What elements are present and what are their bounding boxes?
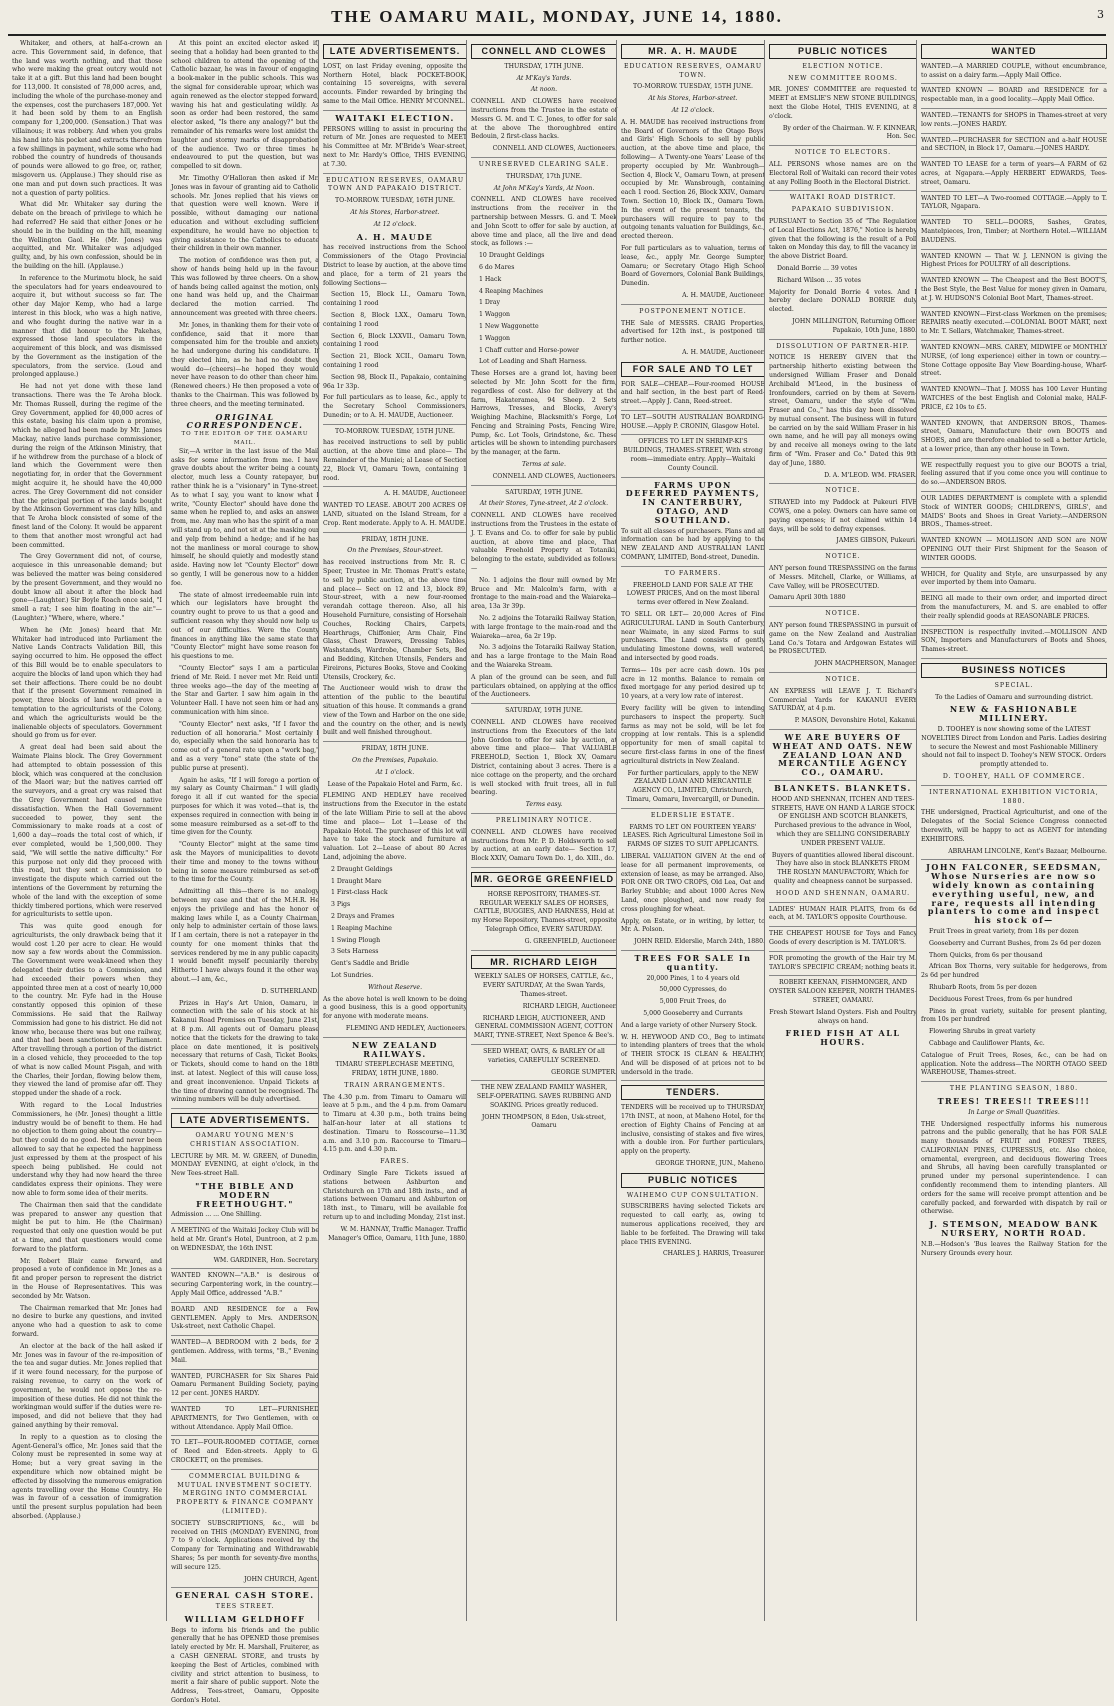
notice-to-electors: ALL PERSONS whose names are on the Electoral Roll of Waitaki can record their votes at any Polling Booth in the Electoral District. bbox=[769, 161, 917, 191]
to-sell-or-let: TO SELL OR LET— 20,000 Acres of Fine AGRICULTURAL LAND in South Canterbury, near Waimate, in any sized Farms to suit purchasers. The Land consists of gently undulating limestone downs, well watered, and intersected by good roads. bbox=[621, 611, 765, 663]
election-notice-heading: ELECTION NOTICE. bbox=[802, 62, 884, 70]
wanted-ad: WHICH, for Quality and Style, are unsurpassed by any ever imported by them into Oamaru. bbox=[921, 571, 1107, 593]
wanted-carpentering: WANTED KNOWN—"A.B." is desirous of securing Carpentering work, in the country.—Apply Mail Office, addressed "A.B." bbox=[171, 1272, 319, 1302]
maude-high-school-lease: A. H. MAUDE has received instructions from the Board of Governors of the Otago Boys' and Girls' High Schools to sell by public auction, at the above time and place, the following— A Twenty-one Years' Lease of the property occupied by Mr. Wanbrough— Section 4, Block V., Oamaru Town, at present occupied by Mr. Wansbrough, containing each 1 rood. Section 26, Block XXIV., Oamaru Town. Section 10, Block IX., Oamaru Town. In the event of the present tenants, the purchasers will require to pay to the outgoing tenants valuation for Buildings, &c., erected thereon. bbox=[621, 118, 765, 241]
leigh-commission-agent: RICHARD LEIGH, AUCTIONEER, AND GENERAL COMMISSION AGENT, COTTON MART, TYNE-STREET, Next Spence & Bee's. bbox=[471, 1015, 617, 1045]
article-paragraph: He had not yet done with these land transactions. There was the Te Aroha block. Mr. Thomas Russell, during the regime of the Grey Government, applied for 40,000 acres of this estate, basing his claim upon a promise, which he alleged had been made by Mr. James Mackay, native lands purchase commissioner, during the reign of the Atkinson Ministry, that if he withdrew from the purchase of a block of land which the Government were then negotiating for, in order that the Government might acquire it, he should have the 40,000 acres. The Grey Government did not consider that the principal portion of the lands bought by the Atkinson Government was clay hills, and that Te Aroha block consisted of some of the finest land of the Colony. It would be apparent to them that another most wrongful act had been committed. bbox=[12, 383, 162, 549]
stour-premises: On the Premises, Stour-street. bbox=[347, 547, 443, 555]
education-reserves-heading-2: EDUCATION RESERVES, OAMARU TOWN. bbox=[623, 62, 763, 79]
lot-item: No. 2 adjoins the Totaraiki Railway Station, with large frontage to the main-road and the Waiareka—area, 6a 2r 19p. bbox=[471, 615, 617, 640]
for-sale-heading: FOR SALE AND TO LET bbox=[621, 362, 765, 377]
wanted-ad: WANTED.—PURCHASER for SECTION and a-half HOUSE and SECTION, in Block 17, Oamaru.—JONES HARDY. bbox=[921, 137, 1107, 159]
fares-heading: FARES. bbox=[380, 1158, 410, 1166]
keenan-body: Fresh Stewart Island Oysters. Fish and Poultry always on hand. bbox=[769, 1008, 917, 1025]
stock-item: 2 Draught Geldings bbox=[331, 865, 393, 873]
masthead bbox=[0, 0, 1114, 34]
nz-loan-particulars: For further particulars, apply to the NEW ZEALAND LOAN AND MERCANTILE AGENCY CO., LIMITED, Christchurch, Timaru, Oamaru, Invercargill, or Dunedin. bbox=[621, 770, 765, 809]
article-paragraph: In reference to the Murimotu block, he said the speculators had for years endeavoured to acquire it, but without success so far. The other day Major Kemp, who had a large interest in this block, who was a high native, and who fought during the native war in a manner that did honour to the Pakehas, expressed those land speculators in the acquirement of this block, and was dismissed by the Government as the instigation of the speculators, from the service. (Loud and prolonged applause.) bbox=[12, 274, 162, 379]
wanted-ad: WANTED KNOWN—That J. MOSS has 100 Lever Hunting WATCHES of the best English and Colonial make, HALF-PRICE, £2 10s to £5. bbox=[921, 386, 1107, 416]
cc-terms-2: Terms easy. bbox=[471, 801, 617, 814]
boarding-house-ad: TO LET—SOUTH AUSTRALIAN BOARDING-HOUSE.—Apply P. CRONIN, Glasgow Hotel. bbox=[621, 414, 765, 436]
letter-paragraph: Admitting all this—there is no analogy between my case and that of the M.H.R. He enjoys the privilege and has the honor of making laws while I, as a County Chairman, only help to administer certain of those laws. If I am certain, there is not a ratepayer in the county for one moment thinks that the services rendered by me in any public capacity I would benefit myself pecuniarily thereby. Hitherto I have always found it the other way about.—I am, &c., bbox=[171, 888, 319, 984]
trespass-notice-1: ANY person found TRESPASSING on the farms of Messrs. Mitchell, Clarke, or Williams, at Cave Valley, will be PROSECUTED. bbox=[769, 565, 917, 590]
strayed-signature: JAMES GIBSON, Pukeuri. bbox=[769, 537, 917, 550]
board-residence-ad: BOARD AND RESIDENCE for a Few GENTLEMEN. Apply to Mrs. ANDERSON, Usk-street, next Catholic Chapel. bbox=[171, 1306, 319, 1336]
tree-item: 50,000 Cypresses, do bbox=[659, 986, 727, 994]
letter-paragraph: "County Elector" says I am a particular friend of Mr. Reid. I never met Mr. Reid until three weeks ago—the day of the meeting at the Star and Garter. I saw him again in the Volunteer Hall. I have not seen him or had any communication with him since. bbox=[171, 664, 319, 716]
public-notices-heading: PUBLIC NOTICES bbox=[769, 44, 917, 59]
wanted-ad: WANTED KNOWN — MOLLISON AND SON are NOW OPENING OUT their First Shipment for the Season of WINTER GOODS. bbox=[921, 537, 1107, 567]
freehold-land-heading: FREEHOLD LAND FOR SALE AT THE LOWEST PRICES, And on the most liberal terms ever offered in New Zealand. bbox=[626, 581, 760, 607]
dissolution-signature: D. A. M'LEOD. WM. FRASER. bbox=[769, 472, 917, 485]
masthead-title: THE OAMARU MAIL, MONDAY, JUNE 14, 1880. bbox=[331, 7, 783, 26]
friday-date-2: FRIDAY, 18TH JUNE. bbox=[361, 745, 429, 753]
wanted-ad: WANTED KNOWN — That W. J. LENNON is giving the Highest Prices for POULTRY of all descriptions. bbox=[921, 253, 1107, 275]
maude-heading: MR. A. H. MAUDE bbox=[621, 44, 765, 59]
planting-season-heading: THE PLANTING SEASON, 1880. bbox=[949, 1085, 1079, 1093]
stemson-notice: THE Undersigned respectfully informs his numerous patrons and the public generally, that he has FOR SALE many thousands of FRUIT and FOREST TREES, CALIFORNIAN PINES, CUPRESSUS, etc. Also choice, ornamental, evergreen, and deciduous flowering Trees and Shrubs, all having been carefully transplanted or pruned under my personal superintendence. I can confidently recommend them to intending planters. All orders for the same will receive prompt attention and be carefully packed, and forwarded with dispatch by rail or otherwise. bbox=[921, 1120, 1107, 1216]
commercial-building-heading: COMMERCIAL BUILDING & MUTUAL INVESTMENT SOCIETY. MERGING INTO COMMERCIAL PROPERTY & FINANCE COMPANY (LIMITED). bbox=[176, 1472, 314, 1515]
international-exhibition-heading: INTERNATIONAL EXHIBITION VICTORIA, 1880. bbox=[929, 788, 1099, 805]
fried-fish-ad: FRIED FISH AT ALL HOURS. bbox=[785, 1028, 901, 1048]
stock-item: 1 New Waggonette bbox=[479, 322, 539, 330]
waihemo-cup-notice: SUBSCRIBERS having selected Tickets are requested to call early, as, owing to numerous applications received, they are liable to be forfeited. The Drawing will take place THIS EVENING. bbox=[621, 1203, 765, 1246]
wanted-ad: WANTED KNOWN — BOARD and RESIDENCE for a respectable man, in a good locality.—Apply Mail Office. bbox=[921, 87, 1107, 109]
late-ads-heading: LATE ADVERTISEMENTS. bbox=[171, 1113, 319, 1128]
article-paragraph: What did Mr. Whitaker say during the debate on the breach of privilege to which he had referred? He said that either Jones or he should be in the building on the hill, meaning the Wellington Gaol. He (Mr. Jones) was acquitted, and Mr. Whitaker was adjudged guilty, and, by his own confession, should be in the building on the hill. (Applause.) bbox=[12, 201, 162, 270]
geldhoff-notice: Begs to inform his friends and the public generally that he has OPENED those premises lately erected by Mr. H. Marshall, Fruiterer, as a CASH GENERAL STORE, and trusts by keeping the Best of Articles, combined with civility and strict attention to business, to merit a fair share of public support. Note the Address, Tees-street, Oamaru, Opposite Gordon's Hotel. bbox=[171, 1626, 319, 1705]
poll-results bbox=[769, 265, 917, 286]
furnished-apartments-ad: WANTED TO LET—FURNISHED APARTMENTS, for Two Gentlemen, with or without Attendance. Apply Mail Office. bbox=[171, 1406, 319, 1436]
article-paragraph: An elector at the back of the hall asked if Mr. Jones was in favour of the re-imposition of the tea and sugar duties. Mr. Jones replied that if it were found necessary, for the purpose of raising revenue, to carry on the work of government, he would not oppose the re-imposition of these duties. He did not think the workingman would suffer if the duties were re-imposed, and did not believe that they had gained anything by their removal. bbox=[12, 1342, 162, 1429]
heywood-notice: W. H. HEYWOOD AND CO., Beg to intimate to intending planters of trees that the whole of THEIR STOCK IS CLEAN & HEALTHY, And will be disposed of at prices not to be undersold in the trade. bbox=[621, 1034, 765, 1082]
leigh-heading: MR. RICHARD LEIGH bbox=[471, 955, 617, 970]
trespass-date: Oamaru April 30th 1880 bbox=[769, 594, 917, 607]
stock-item: 1 Reaping Machine bbox=[331, 924, 392, 932]
maude-time: At 12 o'clock. bbox=[671, 106, 715, 114]
wanted-ad: WE respectfully request you to give our BOOTS a trial, feeling assured that if you come once you will continue to do so.—ANDERSON BROS. bbox=[921, 462, 1107, 492]
millinery-heading: NEW & FASHIONABLE MILLINERY. bbox=[949, 704, 1079, 724]
stock-item: 10 Draught Geldings bbox=[479, 252, 545, 260]
land-terms-facility: Every facility will be given to intending purchasers to inspect the property. Such farms as may not be sold, will be let for cropping at low rentals. This is a splendid opportunity for men of small capital to secure first-class farms in one of the finest agricultural districts in New Zealand. bbox=[621, 705, 765, 765]
stock-item: 3 Pigs bbox=[331, 901, 351, 909]
land-terms: Terms— 10s per acre cash down. 10s per acre in 12 months. Balance to remain on fixed mortgage for any period desired up to 10 years, at a very low rate of interest. bbox=[621, 666, 765, 701]
correspondence-subheading: TO THE EDITOR OF THE OAMARU MAIL. bbox=[181, 431, 309, 447]
tree-item: 20,000 Pines, 1 to 4 years old bbox=[646, 974, 740, 982]
maude-lease-terms: For full particulars as to valuation, terms of lease, &c., apply Mr. George Sumpter, Oamaru; or Secretary Otago High School Board of Governors, Colonial Bank Buildings, Dunedin. bbox=[621, 244, 765, 288]
trees-for-sale-heading: TREES FOR SALE In quantity. bbox=[634, 952, 752, 972]
column-4 bbox=[466, 40, 617, 1621]
falconer-list bbox=[921, 928, 1107, 1049]
wanted-ad: WANTED KNOWN—First-class Workmen on the premises; REPAIRS neatly executed.—COLONIAL BOOT MART, next to Mr. T. Sellars, Watchmaker, Thames-street. bbox=[921, 311, 1107, 341]
general-cash-store-heading: GENERAL CASH STORE. bbox=[175, 1590, 315, 1601]
leigh-weekly-sales: WEEKLY SALES OF HORSES, CATTLE, &c., EVERY SATURDAY, At the Swan Yards, Thames-street. bbox=[474, 973, 614, 998]
falconer-item: Gooseberry and Currant Bushes, from 2s 6d per dozen bbox=[929, 939, 1101, 947]
tenders-heading: TENDERS. bbox=[621, 1085, 765, 1100]
cc-bedouin-sale: CONNELL AND CLOWES have received instructions from the Trustee in the estate of Messrs G. M. and T. C. Jones, to offer for sale at the above The thoroughbred entire Bedouin, 2 first-class hacks. bbox=[471, 98, 617, 141]
notice-heading-2: NOTICE. bbox=[825, 553, 861, 561]
education-reserves-heading: EDUCATION RESERVES, OAMARU TOWN AND PAPAKAIO DISTRICT. bbox=[325, 176, 465, 193]
public-notices-heading-2: PUBLIC NOTICES bbox=[621, 1173, 765, 1188]
column-5 bbox=[616, 40, 765, 1621]
greenfield-notice: HORSE REPOSITORY, THAMES-ST. REGULAR WEEKLY SALES OF HORSES, CATTLE, BUGGIES, AND HARNESS, Held at my Horse Repository, Thames-street, opposite Telegraph Office, EVERY SATURDAY. bbox=[471, 890, 617, 933]
falconer-item: African Box Thorns, very suitable for hedgerows, from 2s 6d per hundred bbox=[921, 963, 1107, 980]
correspondence-heading: ORIGINAL CORRESPONDENCE. bbox=[186, 411, 304, 431]
cc-stores: At their Stores, Tyne-street, At 2 o'clock. bbox=[479, 500, 609, 508]
cc-signature-2: CONNELL AND CLOWES, Auctioneers. bbox=[471, 473, 617, 486]
seed-signature: GEORGE SUMPTER. bbox=[471, 1069, 617, 1082]
section-item: Section 21, Block XCII., Oamaru Town, containing 1 rood bbox=[323, 353, 467, 369]
article-paragraph: Mr. Robert Blair came forward, and proposed a vote of confidence in Mr. Jones as a fit and proper person to represent the district in the House of Representatives. This was seconded by Mr. Watson. bbox=[12, 1257, 162, 1300]
offices-to-let-ad: OFFICES TO LET IN SHRIMP-KI'S BUILDINGS, THAMES-STREET, With strong room—immediate entry. Apply—Waitaki County Council. bbox=[621, 438, 765, 477]
special-heading: SPECIAL. bbox=[994, 681, 1034, 689]
general-cash-store-sub: TEES STREET. bbox=[215, 1603, 275, 1611]
stock-item: 1 Waggon bbox=[479, 334, 511, 342]
maude-furniture-sale: has received instructions from Mr. R. C. Speer, Trustee in Mr. Thomas Pratt's estate, to sell by public auction, at the above time and place— Sect on 12 and 13, block 89, Stour-street, with a new four-roomed verandah cottage thereon. Also, all his Household Furniture, consisting of Horsehair Couches, Rocking Chairs, Carpets, Hearthrugs, Chiffonier, Arm Chair, Fine Glass, Chest Drawers, Dressing Tables, Washstands, Wardrobe, Chamber Sets, Bed and Bedding, Kitchen Utensils, Fenders and Fireirons, Pictures Books, Stove and Cooking Utensils, Crockery, &c. bbox=[323, 559, 467, 681]
cc-signature-1: CONNELL AND CLOWES, Auctioneers. bbox=[471, 145, 617, 158]
stock-item: Lot of Leading and Shaft Harness. bbox=[479, 358, 587, 366]
tomorrow-date: TO-MORROW. TUESDAY, 15TH JUNE. bbox=[335, 427, 455, 435]
fleming-signature: FLEMING AND HEDLEY, Auctioneers. bbox=[323, 1025, 467, 1038]
family-washer-ad: THE NEW ZEALAND FAMILY WASHER, SELF-OPERATING. SAVES RUBBING AND SOAKING. Prices greatly reduced. bbox=[476, 1084, 612, 1109]
farms-deferred-heading: FARMS UPON DEFERRED PAYMENTS, IN CANTERBURY, OTAGO, AND SOUTHLAND. bbox=[625, 479, 761, 525]
vote-line: Richard Wilson ... 35 votes bbox=[777, 276, 861, 284]
leigh-signature: RICHARD LEIGH, Auctioneer. bbox=[522, 1002, 617, 1010]
to-farmers-heading: TO FARMERS. bbox=[664, 569, 722, 577]
trees-list bbox=[621, 975, 765, 1019]
article-paragraph: With regard to the Local Industries Commissioners, he (Mr. Jones) thought a little industry would be of benefit to them. He had no objection to them going about the country—but they could do no good. He had never been allowed to say that he expected the happiness just expressed by them at the prospect of his speech being published. He could not understand why they had now heard the three candidates express their opinions. They were now able to form some idea of their merits. bbox=[12, 1102, 162, 1197]
late-ads-heading-2: LATE ADVERTISEMENTS. bbox=[323, 44, 467, 59]
house-for-sale-ad: FOR SALE—CHEAP.—Four-roomed HOUSE and half section, in the best part of Reed-street.—Apply J. Cann, Reed-street. bbox=[621, 381, 765, 411]
article-paragraph: A great deal had been said about the Waimate Plains block. The Grey Government had attempted to obtain possession of this block, which was conquered at the conclusion of the Maori war; but the natives carried off the surveyors, and a great cry was raised that the Grey Government had caused native dissatisfaction. When the Hall Government succeeded to power, they sent the Commissionary to make roads at a cost of 1,600 a day—roads the total cost of which, if ever completed, would be 1,500,000. They said, "We will settle the native difficulty." For this purpose not only did they proceed with this road, but they sent a Commission to investigate the dispute which carried out the intentions of the Government by returning the whole of the land with the exception of some thickly timbered portions, which were reserved for agriculturists to settle upon. bbox=[12, 744, 162, 919]
cc-plan-note: A plan of the ground can be seen, and full particulars obtained, on applying at the office of the Auctioneers. bbox=[471, 674, 617, 704]
maude-signature: A. H. MAUDE, Auctioneer. bbox=[384, 490, 467, 498]
column-3 bbox=[318, 40, 467, 1621]
maude-tomorrow: TO-MORROW. TUESDAY, 15TH JUNE. bbox=[633, 83, 753, 91]
stock-item: 2 Drays and Frames bbox=[331, 912, 395, 920]
nz-railways-heading: NEW ZEALAND RAILWAYS. bbox=[352, 1039, 438, 1059]
fares-signature: W. M. HANNAY, Traffic Manager. Traffic Manager's Office, Oamaru, 11th June, 1880. bbox=[328, 1225, 467, 1242]
article-paragraph: Mr. Timothy O'Halloran then asked if Mr. Jones was in favour of granting aid to Catholic schools. Mr. Jones replied that his views on that question were well known. Were it possible, without damaging our national education and without excluding sufficient expenditure, he would have no objection to giving assistance to the Catholics to educate their children in their own manner. bbox=[171, 174, 319, 253]
wanted-to-lease-ad: WANTED TO LEASE. ABOUT 200 ACRES OF LAND, situated on the Island Stream, for a Crop. Rent moderate. Apply to A. H. MAUDE. bbox=[323, 502, 467, 532]
auctioneer-name: A. H. MAUDE bbox=[356, 231, 434, 242]
wanted-ad: WANTED KNOWN, that ANDERSON BROS., Thames-street, Oamaru, Manufacture their own BOOTS and SHOES, and are therefore enabled to sell a better Article, at a lower price, than any other house in Town. bbox=[921, 420, 1107, 459]
stock-item: 1 Chaff cutter and Horse-power bbox=[479, 346, 579, 354]
column-2 bbox=[166, 40, 319, 1705]
section-item: Section 6, Block LXXVII., Oamaru Town, containing 1 rood bbox=[323, 332, 467, 349]
maude-municipal-lease: has received instructions to sell by public auction, at the above time and place— The Remainder of the Muniei; al Lease of Section 22, Block VI, Oamaru Town, containing 1 rood. bbox=[323, 439, 467, 487]
trees-heading: TREES! TREES!! TREES!!! bbox=[937, 1095, 1091, 1106]
page-number: 3 bbox=[1097, 8, 1104, 21]
wanted-ad: WANTED TO LET—A Two-roomed COTTAGE.—Apply to T. TAYLOR, Ngapara. bbox=[921, 195, 1107, 217]
farms-deferred-body: To suit all classes of purchasers. Plans and all information can be had by applying to the NEW ZEALAND AND AUSTRALIAN LAND COMPANY, LIMITED, Bond-street, Dunedin. bbox=[621, 528, 765, 567]
keenan-fishmonger-ad: ROBERT KEENAN, FISHMONGER, AND OYSTER SALOON KEEPER, NORTH THAMES-STREET, OAMARU. bbox=[769, 979, 917, 1004]
wanted-ad: WANTED.—TENANTS for SHOPS in Thames-street at very low rents.—JONES HARDY. bbox=[921, 112, 1107, 134]
column-7 bbox=[916, 40, 1107, 1621]
article-paragraph: In reply to a question as to closing the Agent-General's office, Mr. Jones said that the Colony must be represented in some way at Home; but a very great saving in the expenditure which now obtained might be effected by dissolving the numerous emigration agents travelling over the Home Country. He was in favour of a cessation of immigration until the present surplus population had been absorbed. (Applause.) bbox=[12, 1433, 162, 1520]
lot-item: No. 1 adjoins the flour mill owned by Mr. Bruce and Mr. Malcolm's farm, with a frontage to the main-road and the Waiareka—area, 13a 3r 39p. bbox=[471, 576, 617, 611]
without-reserve: Without Reserve. bbox=[367, 983, 423, 991]
dissolution-heading: DISSOLUTION OF PARTNER-HIP. bbox=[776, 342, 910, 350]
fleming-hotel-note: As the above hotel is well known to be doing a good business, this is a good opportunity for anyone with moderate means. bbox=[323, 995, 467, 1021]
maude-lease-notice: has received instructions from the School Commissioners of the Otago Provincial District to lease by auction, at the above time and place, for a term of 21 years the following Sections— bbox=[323, 244, 467, 287]
wanted-ad: INSPECTION is respectfully invited.—MOLLISON AND SON, Importers and Manufacturers of Boots and Shoes, Thames-street. bbox=[921, 629, 1107, 659]
ymca-heading: OAMARU YOUNG MEN'S CHRISTIAN ASSOCIATION. bbox=[190, 1132, 300, 1148]
stemson-nursery: J. STEMSON, MEADOW BANK NURSERY, NORTH ROAD. bbox=[929, 1219, 1099, 1239]
article-paragraph: When he (Mr. Jones) heard that Mr. Whitaker had introduced into Parliament the Native Lands Contracts Validation Bill, this saying occurred to him. He opposed the effect of this Bill would be to enable speculators to acquire the blocks of land upon which they had set their affections. There could be no doubt that if the present Government remained in power, three blocks of land would prove a temptation to the agriculturists of the Colony, and which the agriculturists would be the inalienable objects of speculators. Government should go from us for ever. bbox=[12, 626, 162, 740]
ladies-of-oamaru: To the Ladies of Oamaru and surrounding district. bbox=[935, 693, 1093, 701]
trespass-notice-2: ANY person found TRESPASSING in pursuit of game on the New Zealand and Australian Land Co.'s Totara and Ardgowan Estates will be PROSECUTED. bbox=[769, 622, 917, 656]
cc-noon: At noon. bbox=[530, 86, 558, 94]
papakaio-time: At 1 o'clock. bbox=[375, 768, 415, 776]
hair-growth-ad: FOR promoting the growth of the Hair try M. TAYLOR'S SPECIFIC CREAM; nothing beats it. bbox=[769, 955, 917, 977]
tree-item: 5,000 Gooseberry and Currants bbox=[643, 1009, 743, 1017]
hair-plaits-ad: LADIES' HUMAN HAIR PLAITS, from 6s 6d each, at M. TAYLOR'S opposite Courthouse. bbox=[769, 906, 917, 928]
jockey-club-notice: A MEETING of the Waitaki Jockey Club will be held at Mr. Grant's Hotel, Duntroon, at 2 p.m. on WEDNESDAY, the 16th INST. bbox=[171, 1227, 319, 1252]
cc-lots-list bbox=[471, 577, 617, 671]
lecture-notice: LECTURE by MR. M. W. GREEN, of Dunedin, MONDAY EVENING, at eight o'clock, in the New Tees-street Hall. bbox=[171, 1152, 319, 1178]
papakaio-subdivision: PAPAKAIO SUBDIVISION. bbox=[791, 206, 895, 214]
falconer-catalogue: Catalogue of Fruit Trees, Roses, &c., can be had on application. Note the address—The NORTH OTAGO SEED WAREHOUSE, Thames-street. bbox=[921, 1052, 1107, 1082]
stemson-nb: N.B.—Hodson's 'Bus leaves the Railway Station for the Nursery Grounds every hour. bbox=[921, 1240, 1107, 1257]
stock-item: 1 Dray bbox=[479, 299, 501, 307]
pursuant-notice: PURSUANT to Section 35 of "The Regulation of Local Elections Act, 1876," Notice is hereby given that the following is the result of a Poll taken on Monday this day, to fill the vacancy in the above District Board. bbox=[769, 217, 917, 261]
section-item: Section 98, Block II., Papakaio, containing 96a 1r 33p. bbox=[323, 373, 467, 390]
timaru-steeplechase: TIMARU STEEPLECHASE MEETING, FRIDAY, 18TH JUNE, 1880. bbox=[335, 1061, 455, 1078]
friday-date: FRIDAY, 18TH JUNE. bbox=[361, 535, 429, 543]
liberal-valuation: LIBERAL VALUATION GIVEN At the end of lease for all permanent improvements, or extension of lease, as may be arranged. Also, FOR ONE OR TWO CROPS, Old Lea, Oat and Barley Stubble; and about 1000 Acres New Land, once ploughed, and now ready for cross ploughing for wheat. bbox=[621, 852, 765, 913]
maude-signature-2: A. H. MAUDE, Auctioneer. bbox=[621, 292, 765, 305]
elderslie-heading: ELDERSLIE ESTATE. bbox=[650, 811, 736, 819]
maude-house-description: The Auctioneer would wish to draw the attention of the public to the beautiful situation of this house. It commands a grand view of the Town and Harbor on the one side, and the country on the other, and is newly built and well finished throughout. bbox=[323, 685, 467, 742]
letter-paragraph: "County Elector" next asks, "If I favor the reduction of all honoraria." Most certainly I do, especially when the said honoraria has to come out of a general rate upon a "work bag," and as a very "tone" state (the state of the public purse at present). bbox=[171, 720, 319, 772]
returning-officer-signature: JOHN MILLINGTON, Returning Officer. Papakaio, 10th June, 1880. bbox=[769, 318, 917, 340]
purchaser-wanted-ad: WANTED, PURCHASER for Six Shares Paid Oamaru Permanent Building Society, paying 12 per cent. JONES HARDY. bbox=[171, 1373, 319, 1403]
column-6 bbox=[764, 40, 917, 1621]
notice-heading-4: NOTICE. bbox=[825, 676, 861, 684]
road-district-heading: WAITAKI ROAD DISTRICT. bbox=[789, 194, 897, 202]
jones-committee-signature: By order of the Chairman. W. F. KINNEAR, Hon. Sec. bbox=[769, 125, 917, 147]
cc-freehold-sale: CONNELL AND CLOWES have received instructions from the Trustees in the estate of J. T. Evans and Co. to offer for sale by public auction, at above time and place, That valuable Freehold Property at Totaniki, belonging to the estate, subdivided as follows:— bbox=[471, 512, 617, 573]
notice-heading-3: NOTICE. bbox=[825, 610, 861, 618]
section-list bbox=[323, 291, 467, 391]
fleming-hedley-notice: FLEMING AND HEDLEY have received instructions from the Executor in the estate of the late William Pirie to sell at the above time and place— Lot 1—Lease of the Papakaio Hotel. The purchaser of this lot will have to take the stock and furniture at valuation. Lot 2—Lease of about 80 Acres Land, adjoining the above. bbox=[323, 792, 467, 861]
cc-saturday-2: SATURDAY, 19TH JUNE. bbox=[505, 707, 583, 715]
wanted-ad: OUR LADIES DEPARTMENT is complete with a splendid Stock of WINTER GOODS; CHILDREN'S, GIRLS', and MAIDS' Boots and Shoes in Great Variety.—ANDERSON BROS., Thames-street. bbox=[921, 495, 1107, 534]
washer-signature: JOHN THOMPSON, 8 Eden, Usk-street, Oamaru bbox=[481, 1113, 607, 1130]
letter-paragraph: Again he asks, "If I will forego a portion of my salary as County Chairman." I will gladly forego it all if cut wanted for the special purposes for which it was voted—that is, the expenses required in connection with being in some measure reimbursed as a set-off to the time given for the County. bbox=[171, 776, 319, 837]
article-paragraph: This was quite good enough for agriculturists, the only drawback being that it would cost 1.20 per acre to clear. He would now say a few words about the Commission. The Government were weak-kneed when they delegated their duties to a Commission, and had exceeded their powers when they appointed three men at a cost of nearly 10,000 to the country. Mr. Fyfe had in the House constantly opposed this opinion of these Commissions. He said that the Railway Commission had gone to his district. He did not know who, because there was but one railway, and that had been sanctioned by Parliament. After travelling through a portion of the district in a closed vehicle, they proceeded to the top of what is now called Mount Pisgah, and with the Charles, their Jordan, flowing below them, they viewed the land of promise afar off. They stopped under the shade of a rock. bbox=[12, 923, 162, 1098]
cc-thursday-2: THURSDAY, 17th JUNE. bbox=[506, 172, 582, 180]
stock-item: Gent's Saddle and Bridle bbox=[331, 960, 410, 968]
article-paragraph: The Grey Government did not, of course, acquiesce in this unreasonable demand; but was believed the matter was being considered by the present Government, and they would no doubt know all about it after the block had gone—(Laughter.) Sir Boyle Roach once said, "I smell a rat; I see him floating in the air."—(Laughter.) "Where, where, where." bbox=[12, 553, 162, 622]
dissolution-notice: NOTICE IS HEREBY GIVEN that the partnership hitherto existing between the undersigned William Fraser and Donald Archibald M'Leod, in the business of Ironfounders, carried on by them at Severn-street, Oamaru, under the style of "Wm. Fraser and Co.," has this day been dissolved by mutual consent. The business will in future be carried on by the said William Fraser in his own name, and he will pay all moneys owing by and receive all moneys owing to the late firm of "Wm. Fraser and Co." Dated this 9th day of June, 1880. bbox=[769, 354, 917, 467]
bedroom-wanted-ad: WANTED—A BEDROOM with 2 beds, for 2 gentlemen. Address, with terms, "B.," Evening Mail. bbox=[171, 1339, 319, 1369]
train-arrangements: TRAIN ARRANGEMENTS. bbox=[344, 1081, 446, 1089]
art-union-notice: Prizes in Hay's Art Union, Oamaru, in connection with the sale of his stock at his Kakanui Road Premises on Tuesday, June 21st, at 8 p.m. All agents out of Oamaru please notice that the tickets for the drawing to take place on date mentioned, it is positively necessary that returns of Cash, Ticket Books, or Tickets, should come to hand on the 18th inst. at latest. Neglect of this will cause loss, and great inconvenience. Unpaid Tickets at the time of drawing cannot be recognised. The winning numbers will be duly advertised. bbox=[171, 1000, 319, 1110]
article-paragraph: Mr. Jones, in thanking them for their vote of confidence, said that it more than compensated him for the trouble and anxiety he had undergone during his candidature. If they elected him, as he had no doubt they would do—(cheers)—he hoped they would never have reason to do other than cheer him. (Renewed cheers.) He then proposed a vote of thanks to the Chairman. This was followed by three cheers, and the meeting terminated. bbox=[171, 321, 319, 408]
section-item: Section 8, Block LXX., Oamaru Town, containing 1 rood bbox=[323, 311, 467, 328]
hood-shennan-signature: HOOD AND SHENNAN, OAMARU. bbox=[769, 890, 917, 903]
stock-item: 1 Draught Mare bbox=[331, 877, 382, 885]
quantities-note: In Large or Small Quantities. bbox=[968, 1108, 1060, 1116]
stock-item: 1 Waggon bbox=[479, 311, 511, 319]
cc-holdsworth-sale: CONNELL AND CLOWES have received instructions from Mr. P. D. Holdsworth to sell by auction, at an early date— Section 17, Block XXIV, Oamaru Town Do. 1, do. XIII., do. bbox=[471, 829, 617, 868]
preliminary-heading: PRELIMINARY NOTICE. bbox=[495, 816, 593, 824]
cc-mkays: At M'Kay's Yards. bbox=[516, 74, 572, 82]
falconer-item: Thorn Quicks, from 6s per thousand bbox=[929, 951, 1043, 959]
tenders-notice: TENDERS will be received up to THURSDAY, 17th INST., at noon, at Maheno Hotel, for the erection of Eighty Chains of Fencing at an inclusive, consisting of stakes and five wires, with a double iron. For further particulars, apply on the property. bbox=[621, 1104, 765, 1156]
express-notice: AN EXPRESS will LEAVE J. T. Richard's Commercial Yards for KAKANUI EVERY SATURDAY, at 4 p.m. bbox=[769, 687, 917, 713]
falconer-item: Pines in great variety, suitable for present planting, from 10s per hundred bbox=[921, 1007, 1107, 1024]
stock-item: 1 First-class Hack bbox=[331, 889, 388, 897]
reserves-location: At his Stores, Harbor-street. bbox=[350, 208, 440, 216]
falconer-heading: JOHN FALCONER, SEEDSMAN, Whose Nurseries are now so widely known as containing everything useful, new, and rare, requests all intending planters to come and inspect his stock of— bbox=[926, 862, 1102, 926]
stock-item: 1 Hack bbox=[479, 275, 502, 283]
section-item: Section 15, Block LI., Oamaru Town, containing 1 rood bbox=[323, 291, 467, 308]
connell-clowes-heading: CONNELL AND CLOWES bbox=[471, 44, 617, 59]
tenders-signature: GEORGE THORNE, JUN., Maheno. bbox=[655, 1160, 765, 1168]
article-continuation bbox=[171, 40, 319, 410]
lost-pocketbook-ad: LOST, on last Friday evening, opposite the Northern Hotel, black POCKET-BOOK, containing 15 sovereigns, with several accounts. Finder rewarded by bringing the same to the Mail Office. HENRY M'CONNEL. bbox=[323, 63, 467, 111]
article-paragraph: The Chairman remarked that Mr. Jones had no desire to burke any questions, and invited anyone who had a question to ask to come forward. bbox=[12, 1304, 162, 1338]
wanted-ad: WANTED KNOWN — The Cheapest and the Best BOOT'S, the Best Style, the Best Value for money given in Oamaru, at J. W. HUDSON'S Colonial Boot Mart, Thames-street. bbox=[921, 277, 1107, 307]
letter-paragraph: Sir,—A writer in the last issue of the Mail asks for some information from me. I have grave doubts about the writer being a county elector, much less a County ratepayer, but rather think he is a "visionary" in Tyne-street. As to what I say, you want to know what I write, "County Elector" should have done the same when he replied to, and asks an answer from, me. Any man who has the spirit of a man will stand up to, and not sit at the masking our and yelp from behind a hedge; and if he has not the manliness or moral courage to show himself, he should quietly and modestly stand aside. Having now let "County Elector" down so gently, I will be generous now to a hidden foe. bbox=[171, 447, 319, 587]
cc-terms: Terms at sale. bbox=[522, 461, 566, 469]
international-exhibition-notice: THE undersigned, Practical Agriculturist, and one of the Delegates of the Social Science Congress connected therewith, will be happy to act as AGENT for intending EXHIBITORS. bbox=[921, 809, 1107, 843]
letter-paragraph: The state of almost irredeemable ruin into which our legislators have brought the country ought to prove to us that a good and sufficient reason why they should now help us out of our difficulties. Were the County finances in anything like the same state that "County Elector" might have some reason for his questions to me. bbox=[171, 591, 319, 661]
wanted-ad: WANTED KNOWN—MRS. CAREY, MIDWIFE or MONTHLY NURSE, (of long experience) either in town or country.—Stone Cottage opposite Bay View Boarding-house, Wharf-street. bbox=[921, 344, 1107, 383]
seed-wheat-ad: SEED WHEAT, OATS, & BARLEY Of all varieties, CAREFULLY SCREENED. bbox=[483, 1047, 605, 1064]
business-notices-heading: BUSINESS NOTICES bbox=[921, 663, 1107, 678]
falconer-item: Flowering Shrubs in great variety bbox=[929, 1028, 1036, 1036]
correspondence-signature: D. SUTHERLAND. bbox=[261, 987, 319, 995]
fleming-stock-list bbox=[323, 866, 467, 981]
waihemo-cup-heading: WAIHEMO CUP CONSULTATION. bbox=[626, 1191, 760, 1199]
stock-item: Lot Sundries. bbox=[331, 971, 374, 979]
jockey-club-signature: WM. GARDINER, Hon. Secretary. bbox=[171, 1257, 319, 1270]
tree-item: 5,000 Fruit Trees, do bbox=[659, 998, 727, 1006]
cc-thursday: THURSDAY, 17TH JUNE. bbox=[504, 62, 584, 70]
lot-item: No. 3 adjoins the Totaraiki Railway Station, and has a large frontage to the Main Road and the Waiareka Stream. bbox=[471, 644, 617, 670]
wanted-ad: WANTED TO LEASE for a term of years—A FARM of 62 acres, at Ngapara.—Apply HERBERT EDWARDS, Tees-street, Oamaru. bbox=[921, 161, 1107, 191]
lincolne-signature: ABRAHAM LINCOLNE, Kent's Bazaar, Melbourne. bbox=[921, 848, 1107, 861]
society-signature: JOHN CHURCH, Agent. bbox=[171, 1576, 319, 1589]
trespass-signature: JOHN MACPHERSON, Manager. bbox=[769, 660, 917, 673]
wanted-ad: WANTED.—A MARRIED COUPLE, without encumbrance, to assist on a dairy farm.—Apply Mail Office. bbox=[921, 63, 1107, 85]
geldhoff-name: WILLIAM GELDHOFF bbox=[184, 1613, 306, 1624]
strayed-cows-notice: STRAYED into my Paddock at Pukeuri FIVE COWS, one a poley. Owners can have same on paying expenses; if not claimed within 14 days, will be sold to defray expenses. bbox=[769, 499, 917, 533]
cottage-to-let-ad: TO LET—FOUR-ROOMED COTTAGE, corner of Reed and Eden-streets. Apply to G. CROCKETT, on the premises. bbox=[171, 1439, 319, 1469]
stock-item: 4 Reaping Machines bbox=[479, 287, 544, 295]
masthead-rule bbox=[8, 34, 1106, 36]
cheapest-house-ad: THE CHEAPEST HOUSE for Toys and Fancy Goods of every description is M. TAYLOR'S. bbox=[769, 930, 917, 952]
postponement-notice: THE Sale of MESSRS. CRAIG Properties, advertised for 12th inst., is postponed till further notice. bbox=[621, 319, 765, 345]
maude-lease-particulars: For full particulars as to lease, &c., apply to the Secretary School Commissioners, Dunedin; or to A. H. MAUDE, Auctioneer. bbox=[323, 394, 467, 424]
hood-shennan-ad: HOOD AND SHENNAN, ITCHEN AND TEES-STREETS, HAVE ON HAND A LARGE STOCK OF ENGLISH AND SCOTCH BLANKETS, Purchased previous to the advance in Wool, which they are SELLING CONSIDERABLY UNDER PRESENT VALUE. bbox=[771, 795, 915, 847]
greenfield-signature: G. GREENFIELD, Auctioneer. bbox=[471, 938, 617, 951]
train-body: The 4.30 p.m. from Timaru to Oamaru will leave at 5 p.m., and the 4 p.m. from Oamaru to Timaru at 4.30 p.m., both trains being half-an-hour later at all stations to destination. Timaru to Rosscourse—11.30 a.m. and 3.10 p.m. Raccourse to Timaru—4.15 p.m. and 4.30 p.m. bbox=[323, 1093, 467, 1154]
cc-clearing-sale: CONNELL AND CLOWES have received instructions from the receiver in the partnership between Messrs. G. and T. Meek and John Scott to offer for sale by auction, at above time and place, all the live and dead stock, as follows :— bbox=[471, 196, 617, 248]
unreserved-heading: UNRESERVED CLEARING SALE. bbox=[478, 160, 610, 168]
falconer-item: Deciduous Forest Trees, from 6s per hundred bbox=[929, 995, 1073, 1003]
hood-shennan-body: Buyers of quantities allowed liberal discount. They have also in stock BLANKETS FROM THE ROSLYN MANUFACTORY, Which for quality and cheapness cannot be surpassed. bbox=[771, 851, 915, 885]
express-signature: P. MASON, Devonshire Hotel, Kakanui. bbox=[769, 717, 917, 730]
wanted-heading: WANTED bbox=[921, 44, 1107, 59]
falconer-item: Rhubarb Roots, from 5s per dozen bbox=[929, 983, 1037, 991]
article-paragraph: The motion of confidence was then put, a show of hands being held up in the favour. This was followed by three cheers. On a show of hands being called against the motion, only one hand was held up, and the Chairman declared the motion carried. The announcement was greeted with three cheers. bbox=[171, 257, 319, 317]
fourteen-year-farms: FARMS TO LET ON FOURTEEN YEARS' LEASES. Rich Agricultural Limestone Soil in FARMS OF SIZES TO SUIT APPLICANTS. bbox=[622, 823, 764, 849]
stock-item: 1 Swing Plough bbox=[331, 936, 381, 944]
falconer-item: Fruit Trees in great variety, from 18s per dozen bbox=[929, 927, 1079, 935]
papakaio-hotel-lease: Lease of the Papakaio Hotel and Farm, &c. bbox=[327, 780, 463, 788]
cc-saturday: SATURDAY, 19TH JUNE. bbox=[505, 488, 583, 496]
lecture-title: "THE BIBLE AND MODERN FREETHOUGHT." bbox=[195, 1181, 295, 1209]
elderslie-signature: JOHN REID. Elderslie, March 24th, 1880. bbox=[621, 938, 765, 951]
stock-item: 3 Sets Harness bbox=[331, 948, 379, 956]
jones-committee-notice: MR. JONES' COMMITTEE are requested to MEET at EMSLIE'S NEW STONE BUILDINGS, next the Globe Hotel, THIS EVENING, at 8 o'clock. bbox=[769, 86, 917, 120]
trees-variety: And a large variety of other Nursery Stock. bbox=[621, 1021, 757, 1029]
article-paragraph: At this point an excited elector asked if, seeing that a holiday had been granted to the school children to attend the opening of the Catholic bazaar, he was in favour of engaging a book-maker in the public schools. This was the signal for considerable uproar, which was again renewed as the elector stepped forward, waving his hat and gesticulating wildly. As soon as order had been restored, the same elector asked, "Is there any analogy?" but the remainder of his remarks were lost amidst the laughter and stormy marks of disapprobation of the audience. Two or three times he endeavoured to put the question, but was compelled to sit down. bbox=[171, 40, 319, 171]
cc-stock-list bbox=[471, 252, 617, 367]
correspondence-letter bbox=[171, 448, 319, 985]
article-paragraph: The Chairman then said that the candidate was prepared to answer any question that might be put to him. He (the Chairman) requested that only one question would be put at a time, and that questioners would come forward to the platform. bbox=[12, 1201, 162, 1253]
column-1 bbox=[12, 40, 162, 1621]
toohey-notice: D. TOOHEY is now showing some of the LATEST NOVELTIES Direct from London and Paris. Ladies desiring to secure the Newest and most Fashionable Millinery should not fail to inspect D. Toohey's NEW STOCK. Orders promptly attended to. bbox=[921, 726, 1107, 769]
cc-mkays-2: At John M'Kay's Yards, At Noon. bbox=[493, 184, 595, 192]
reserves-time: At 12 o'clock. bbox=[373, 220, 417, 228]
letter-paragraph: "County Elector" might at the same time ask the Mayors of municipalities to devote their time and money to the towns without being in some measure reimbursed as set-off to the time for the County. bbox=[171, 841, 319, 884]
cc-gordon-sale: CONNELL AND CLOWES have received instructions from the Executors of the late John Gordon to offer for sale by auction, at above time and place— That VALUABLE FREEHOLD, Section 1, Block XV, Oamaru District, containing about 3 acres. There is a nice cottage on the property, and the orchard is well stocked with fruit trees, all in full bearing. bbox=[471, 719, 617, 797]
waitaki-election-notice: PERSONS willing to assist in procuring the return of Mr. Jones are requested to MEET his Committee at Mr. M'Bride's Wear-street, next to Mr. Hardy's Office, THIS EVENING, at 7.30. bbox=[323, 126, 467, 174]
waihemo-signature: CHARLES J. HARRIS, Treasurer. bbox=[662, 1250, 765, 1258]
greenfield-heading: MR. GEORGE GREENFIELD bbox=[471, 872, 617, 887]
notice-heading-1: NOTICE. bbox=[825, 487, 861, 495]
blankets-heading: BLANKETS. BLANKETS. bbox=[774, 782, 912, 793]
lecture-admission: Admission ... ... One Shilling. bbox=[171, 1211, 319, 1224]
wanted-ad: WANTED TO SELL—DOORS, Sashes, Grates, Mantelpieces, Iron, Timber; at Northern Hotel.—WILLIAM BAUDENS. bbox=[921, 219, 1107, 249]
papakaio-premises: On the Premises, Papakaio. bbox=[352, 756, 438, 764]
vote-line: Donald Borrie ... 39 votes bbox=[777, 264, 858, 272]
wheat-buyers-ad: WE ARE BUYERS OF WHEAT AND OATS. NEW ZEALAND LOAN AND MERCANTILE AGENCY CO., OAMARU. bbox=[769, 733, 917, 781]
postponement-signature: A. H. MAUDE, Auctioneer. bbox=[682, 348, 765, 356]
maude-stores: At his Stores, Harbor-street. bbox=[648, 95, 738, 103]
stock-item: 6 do Mares bbox=[479, 263, 515, 271]
wanted-list bbox=[921, 63, 1107, 659]
fares-body: Ordinary Single Fare Tickets issued at stations between Ashburton and Christchurch on 17th and 18th insts., and at stations between Oamaru and Ashburton on 18th inst., to Timaru, will be available for return up to and including Monday, 21st inst. bbox=[323, 1170, 467, 1222]
falconer-item: Cabbage and Cauliflower Plants, &c. bbox=[929, 1039, 1045, 1047]
postponement-heading: POSTPONEMENT NOTICE. bbox=[639, 307, 747, 315]
majority-notice: Majority for Donald Borrie 4 votes. And I hereby declare DONALD BORRIE duly elected. bbox=[769, 288, 917, 314]
toohey-signature: D. TOOHEY, HALL OF COMMERCE. bbox=[921, 773, 1107, 786]
committee-rooms-heading: NEW COMMITTEE ROOMS. bbox=[788, 74, 898, 82]
article-paragraph: Whitaker, and others, at half-a-crown an acre. This Government said, in defence, that the land was worth nothing, and that those who were making the great outcry would not take it at a gift. But this land had been bought for 113,000. It consisted of 78,000 acres, and, including the whole of the purchase-money and the expenses, cost the purchasers 187,000. Yet it had been sold by them to an English company for 1,200,000. (Sensation.) That was villainous; it was robbery. And when you grabs his hand into his pocket and extracts therefrom a few shillings in payment, while some who had robbed the country of hundreds of thousands of pounds were allowed to go free, or, rather, misgovern us. (Applause.) They should rise as one man and put down such practices. It was not a question of party politics. bbox=[12, 40, 162, 197]
society-subscriptions: SOCIETY SUBSCRIPTIONS, &c., will be received on THIS (MONDAY) EVENING, from 7 to 9 o'clock. Applications received by the Company for Terminating and Withdrawable Shares; 5s per month for seventy-five months, will secure 125. bbox=[171, 1519, 319, 1571]
waitaki-election-heading: WAITAKI ELECTION. bbox=[335, 112, 455, 123]
wanted-ad: BEING all made to their own order, and imported direct from the manufacturers, M. and S. are enabled to offer their really splendid goods at REASONABLE PRICES. bbox=[921, 595, 1107, 625]
elderslie-apply: Apply, on Estate, or in writing, by letter, to Mr. A. Polson. bbox=[621, 917, 765, 934]
reserves-date: TO-MORROW. TUESDAY, 16TH JUNE. bbox=[335, 197, 455, 205]
cc-clearing-note: These Horses are a grand lot, having been selected by Mr. John Scott for the firm, regardless of cost. Also for delivery at the farm, Hakateramea, 94 Sheep. 2 Sets Harrows, Tresses, and Blocks, Avery's Weighing Machine, Blacksmith's Forge, Lot Fencing and Straining Posts, Fencing Wire, Pump, &c. Lot Tools, Grindstone, &c. These articles will be shown to intending purchasers by the manager, at the farm. bbox=[471, 370, 617, 457]
notice-to-electors-heading: NOTICE TO ELECTORS. bbox=[794, 149, 892, 157]
